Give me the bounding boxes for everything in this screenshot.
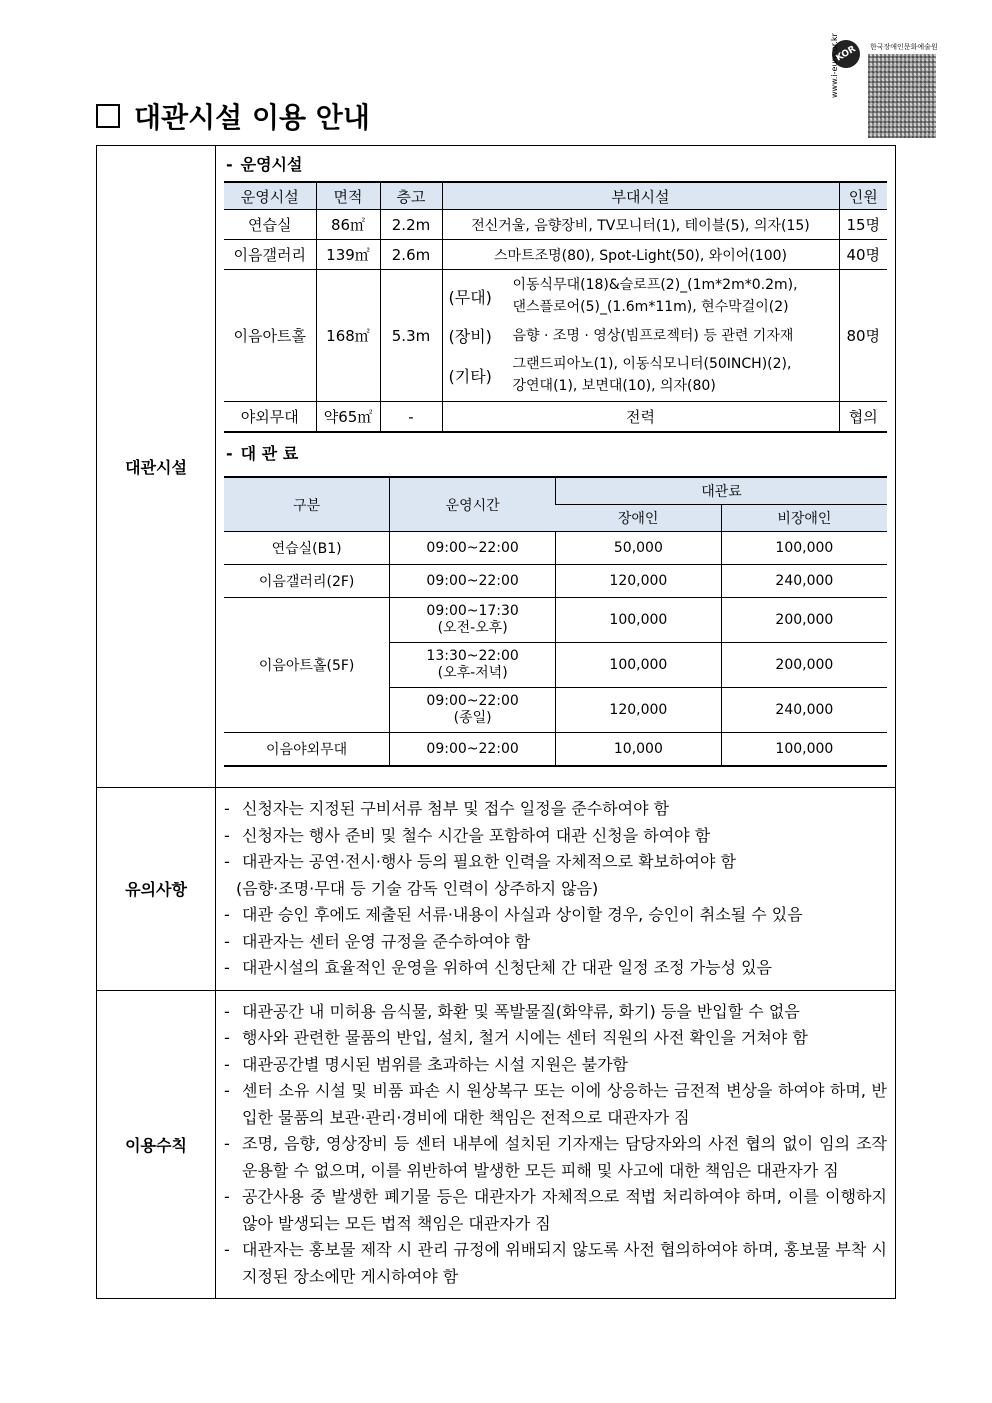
fee-category: 이음야외무대 xyxy=(224,733,390,767)
etc-label: (기타) xyxy=(448,366,492,386)
page-title xyxy=(96,96,370,136)
facility-capacity: 협의 xyxy=(839,402,887,433)
table-row xyxy=(224,532,887,565)
fee-non-disabled: 200,000 xyxy=(721,643,887,688)
facility-area: 168㎡ xyxy=(316,270,380,402)
main-table xyxy=(96,145,896,1299)
list-item: - 센터 소유 시설 및 비품 파손 시 원상복구 또는 이에 상응하는 금전적 변상을 하여야 하며, 반입한 물품의 보관·관리·경비에 대한 책임은 전적으로 대관자가 짐 xyxy=(224,1081,887,1127)
fee-non-disabled: 200,000 xyxy=(721,598,887,643)
col-header-fee: 대관료 xyxy=(556,477,888,505)
fee-disabled: 120,000 xyxy=(556,688,722,733)
facilities-row xyxy=(97,146,896,788)
col-header-category: 구분 xyxy=(224,477,390,532)
operating-facilities-heading: - 운영시설 xyxy=(226,155,303,174)
list-item: - 대관 승인 후에도 제출된 서류·내용이 사실과 상이할 경우, 승인이 취소될 수 있음 xyxy=(224,905,803,924)
facilities-table xyxy=(224,181,887,433)
facility-capacity: 80명 xyxy=(839,270,887,402)
list-item: - 대관시설의 효율적인 운영을 위하여 신청단체 간 대관 일정 조정 가능성 있음 xyxy=(224,958,772,977)
etc-line: 그랜드피아노(1), 이동식모니터(50INCH)(2), xyxy=(512,356,792,372)
facility-name: 이음아트홀 xyxy=(224,270,316,402)
facility-capacity: 40명 xyxy=(839,240,887,270)
facility-area: 86㎡ xyxy=(316,210,380,240)
facility-capacity: 15명 xyxy=(839,210,887,240)
notes-label: 유의사항 xyxy=(97,788,216,991)
facility-area: 139㎡ xyxy=(316,240,380,270)
table-row xyxy=(224,240,887,270)
fee-hours: 09:00~22:00 xyxy=(390,733,556,767)
etc-line: 강연대(1), 보면대(10), 의자(80) xyxy=(512,378,716,394)
facility-height: - xyxy=(380,402,442,433)
col-header-facility: 운영시설 xyxy=(224,182,316,210)
equipment-line: 음향 · 조명 · 영상(빔프로젝터) 등 관련 기자재 xyxy=(512,327,794,344)
stage-line: 이동식무대(18)&슬로프(2)_(1m*2m*0.2m), xyxy=(512,277,798,293)
table-row xyxy=(224,598,887,643)
facility-height: 5.3m xyxy=(380,270,442,402)
fee-disabled: 100,000 xyxy=(556,598,722,643)
col-header-capacity: 인원 xyxy=(839,182,887,210)
fee-non-disabled: 240,000 xyxy=(721,565,887,598)
fee-non-disabled: 240,000 xyxy=(721,688,887,733)
organization-stamp xyxy=(830,33,940,142)
fee-hours: 09:00~22:00 xyxy=(390,565,556,598)
kor-logo: KOR xyxy=(827,35,865,73)
list-item: - 공간사용 중 발생한 폐기물 등은 대관자가 자체적으로 적법 처리하여야 하며, 이를 이행하지 않아 발생되는 모든 법적 책임은 대관자가 짐 xyxy=(224,1187,887,1233)
facility-name: 이음갤러리 xyxy=(224,240,316,270)
table-row xyxy=(224,210,887,240)
fee-hours: 09:00~22:00 (종일) xyxy=(390,688,556,733)
facility-name: 연습실 xyxy=(224,210,316,240)
rental-fee-table xyxy=(224,476,887,767)
notes-row xyxy=(97,788,896,991)
rental-fee-heading: - 대 관 료 xyxy=(226,444,299,463)
col-header-disabled: 장애인 xyxy=(556,505,722,532)
facility-area: 약65㎡ xyxy=(316,402,380,433)
list-item: - 신청자는 행사 준비 및 철수 시간을 포함하여 대관 신청을 하여야 함 xyxy=(224,825,711,845)
fee-non-disabled: 100,000 xyxy=(721,532,887,565)
facility-amenities: 전력 xyxy=(442,402,839,433)
facilities-label: 대관시설 xyxy=(97,146,216,788)
table-row xyxy=(224,565,887,598)
fee-disabled: 50,000 xyxy=(556,532,722,565)
facility-height: 2.2m xyxy=(380,210,442,240)
col-header-area: 면적 xyxy=(316,182,380,210)
notes-list xyxy=(224,796,887,982)
fee-hours: 09:00~22:00 xyxy=(390,532,556,565)
rules-label: 이용수칙 xyxy=(97,990,216,1299)
stamp-url: www.i-eum.or.kr xyxy=(830,33,839,98)
facility-height: 2.6m xyxy=(380,240,442,270)
list-item: - 대관공간별 명시된 범위를 초과하는 시설 지원은 불가함 xyxy=(224,1054,629,1074)
list-item: - 행사와 관련한 물품의 반입, 설치, 철거 시에는 센터 직원의 사전 확인을 거쳐야 함 xyxy=(224,1028,808,1047)
page-title-text: 대관시설 이용 안내 xyxy=(134,101,370,134)
fee-category: 이음갤러리(2F) xyxy=(224,565,390,598)
facilities-content xyxy=(216,146,896,788)
facility-name: 야외무대 xyxy=(224,402,316,433)
col-header-amenities: 부대시설 xyxy=(442,182,839,210)
fee-disabled: 10,000 xyxy=(556,733,722,767)
list-item-continuation: (음향·조명·무대 등 기술 감독 인력이 상주하지 않음) xyxy=(236,878,599,898)
list-item: - 대관자는 공연·전시·행사 등의 필요한 인력을 자체적으로 확보하여야 함 xyxy=(224,852,736,871)
facility-amenities: 스마트조명(80), Spot-Light(50), 와이어(100) xyxy=(442,240,839,270)
rules-content xyxy=(216,990,896,1299)
fee-category: 이음아트홀(5F) xyxy=(224,598,390,733)
hall-amenities xyxy=(442,270,839,402)
table-row xyxy=(224,733,887,767)
stage-label: (무대) xyxy=(448,287,492,307)
qr-code-icon xyxy=(868,54,936,138)
stamp-org-name: 한국장애인문화예술원 xyxy=(870,43,938,51)
fee-disabled: 120,000 xyxy=(556,565,722,598)
fee-hours: 09:00~17:30 (오전-오후) xyxy=(390,598,556,643)
list-item: - 대관자는 홍보물 제작 시 관리 규정에 위배되지 않도록 사전 협의하여야 하며, 홍보물 부착 시 지정된 장소에만 게시하여야 함 xyxy=(224,1240,887,1286)
table-row xyxy=(224,402,887,433)
facility-amenities: 전신거울, 음향장비, TV모니터(1), 테이블(5), 의자(15) xyxy=(442,210,839,240)
rules-row xyxy=(97,990,896,1299)
list-item: - 대관자는 센터 운영 규정을 준수하여야 함 xyxy=(224,931,531,951)
list-item: - 조명, 음향, 영상장비 등 센터 내부에 설치된 기자재는 담당자와의 사전 협의 없이 임의 조작 운용할 수 없으며, 이를 위반하여 발생한 모든 피해 및 사고에 대한 책임은 대관자가 짐 xyxy=(224,1134,887,1180)
col-header-height: 층고 xyxy=(380,182,442,210)
notes-content xyxy=(216,788,896,991)
fee-disabled: 100,000 xyxy=(556,643,722,688)
col-header-non-disabled: 비장애인 xyxy=(721,505,887,532)
table-row xyxy=(224,270,887,402)
equipment-label: (장비) xyxy=(448,327,492,346)
list-item: - 대관공간 내 미허용 음식물, 화환 및 폭발물질(화약류, 화기) 등을 반입할 수 없음 xyxy=(224,1001,800,1021)
rules-list xyxy=(224,999,887,1291)
fee-category: 연습실(B1) xyxy=(224,532,390,565)
fee-hours: 13:30~22:00 (오후-저녁) xyxy=(390,643,556,688)
list-item: - 신청자는 지정된 구비서류 첨부 및 접수 일정을 준수하여야 함 xyxy=(224,799,670,818)
checkbox-square-icon xyxy=(96,104,120,128)
fee-non-disabled: 100,000 xyxy=(721,733,887,767)
stage-line: 댄스플로어(5)_(1.6m*11m), 현수막걸이(2) xyxy=(512,299,789,315)
col-header-hours: 운영시간 xyxy=(390,477,556,532)
